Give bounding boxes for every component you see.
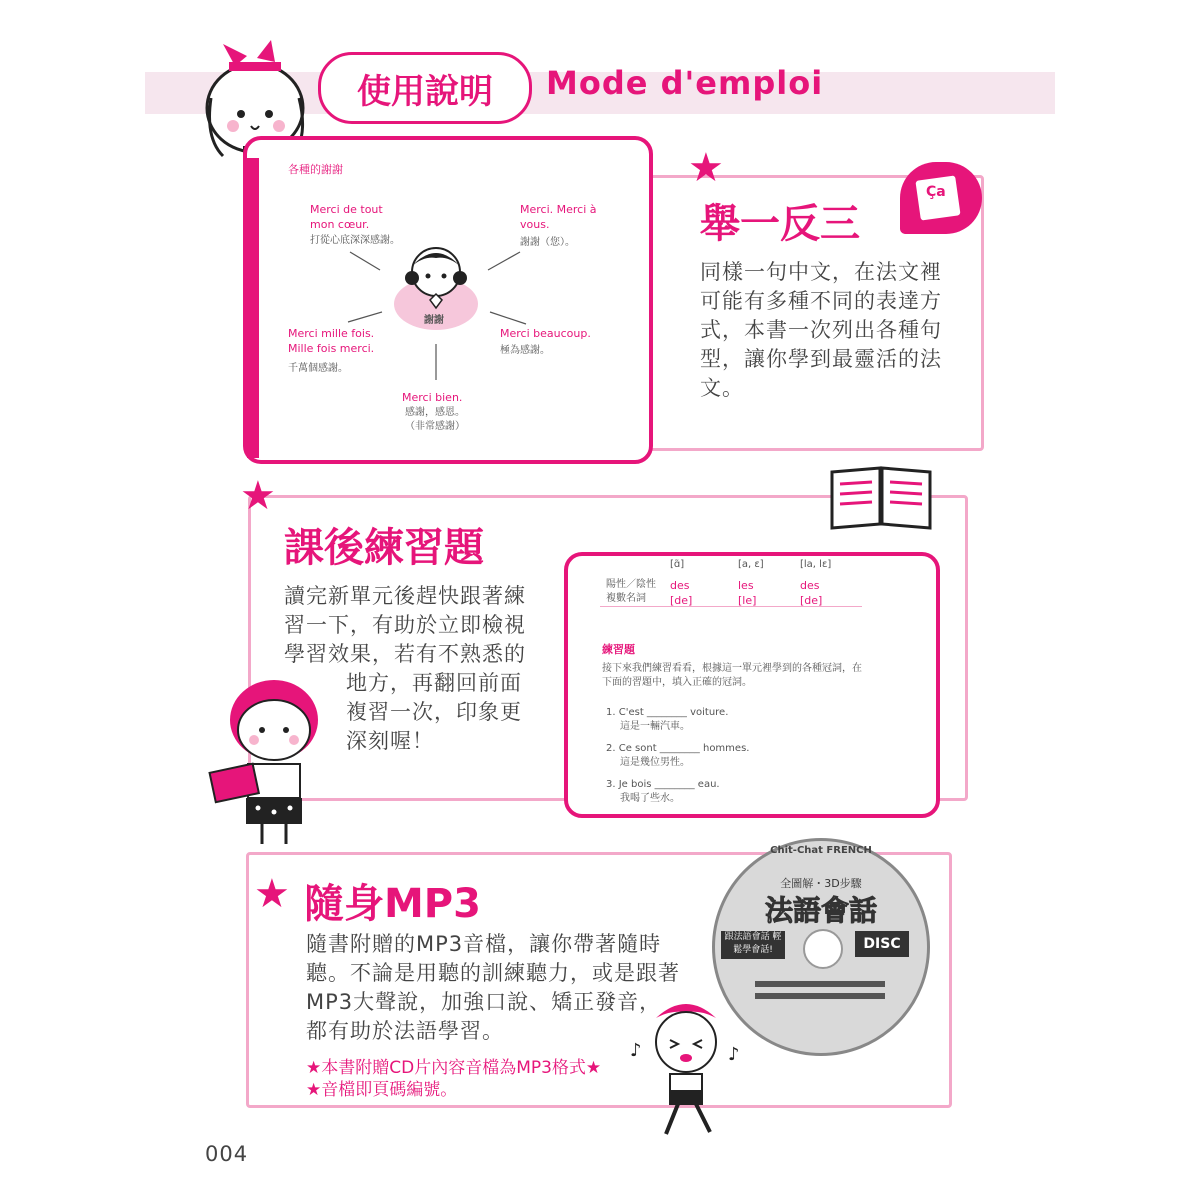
merci-item-fr: Merci. Merci à vous. (520, 203, 597, 231)
mp3-note-format: ★本書附贈CD片內容音檔為MP3格式★ (306, 1058, 602, 1078)
page-title: 使用說明 (318, 52, 532, 124)
mp3-note-page: ★音檔即頁碼編號。 (306, 1080, 458, 1100)
dancing-boy-illustration (626, 996, 756, 1146)
speech-logo-icon: Ça (900, 162, 982, 234)
exercise-heading: 練習題 (602, 643, 635, 656)
sample-heading: 各種的謝謝 (288, 163, 343, 176)
section-title-mp3: 隨身MP3 (304, 881, 481, 927)
exercise-item-fr: 2. Ce sont ________ hommes. (606, 743, 750, 754)
merci-center-label: 謝謝 (424, 315, 444, 326)
cd-disc-icon: Chit-Chat FRENCH 全圖解・3D步驟 法語會話 跟法語會話 輕鬆學會話! DISC (712, 838, 930, 1056)
open-book-icon (826, 462, 936, 532)
page-title-french: Mode d'emploi (546, 64, 824, 102)
merci-item-fr: Merci bien. (402, 391, 463, 404)
star-icon: ★ (240, 473, 276, 519)
page-number: 004 (205, 1142, 249, 1166)
exercise-intro: 接下來我們練習看看，根據這一單元裡學到的各種冠詞，在下面的習題中，填入正確的冠詞。 (602, 663, 862, 688)
exercise-item-fr: 1. C'est ________ voiture. (606, 707, 729, 718)
section-title-ju-yi-fan-san: 舉一反三 (700, 201, 860, 247)
exercise-item-fr: 3. Je bois ________ eau. (606, 779, 720, 790)
merci-item-zh: 感謝，感恩。（非常感謝） (405, 407, 465, 432)
svg-text:♪: ♪ (728, 1044, 740, 1065)
star-icon: ★ (254, 871, 290, 917)
merci-item-fr: Merci mille fois. Mille fois merci. (288, 327, 375, 355)
section-title-exercises: 課後練習題 (284, 525, 484, 571)
merci-item-zh: 千萬個感謝。 (288, 363, 348, 374)
svg-text:♪: ♪ (630, 1040, 642, 1061)
merci-item-zh: 打從心底深深感謝。 (310, 235, 400, 246)
star-icon: ★ (688, 145, 724, 191)
merci-item-fr: Merci beaucoup. (500, 327, 591, 340)
section-description-mp3: 隨書附贈的MP3音檔，讓你帶著隨時聽。不論是用聽的訓練聽力，或是跟著MP3大聲說，加強口說、矯正發音，都有助於法語學習。 (306, 932, 680, 1043)
reading-girl-illustration (206, 672, 336, 852)
merci-item-zh: 極為感謝。 (500, 345, 550, 356)
merci-item-fr: Merci de tout mon cœur. (310, 203, 383, 231)
section-description-exercises: 讀完新單元後趕快跟著練習一下，有助於立即檢視學習效果，若有不熟悉的 (284, 584, 526, 666)
sample-table: [ɑ̃] [a, ɛ] [la, lɛ] 陽性／陰性 複數名詞 des [de] les [le] des [de] (600, 556, 862, 607)
section-description-ju-yi-fan-san: 同樣一句中文，在法文裡可能有多種不同的表達方式，本書一次列出各種句型，讓你學到最靈活的法文。 (700, 260, 942, 400)
merci-item-zh: 謝謝（您）。 (520, 237, 575, 248)
exercise-item-zh: 這是一輛汽車。 (620, 721, 690, 732)
exercise-item-zh: 我喝了些水。 (620, 793, 680, 804)
exercise-item-zh: 這是幾位男性。 (620, 757, 690, 768)
section-description-exercises-cont: 地方，再翻回前面複習一次，印象更深刻喔！ (346, 671, 522, 753)
